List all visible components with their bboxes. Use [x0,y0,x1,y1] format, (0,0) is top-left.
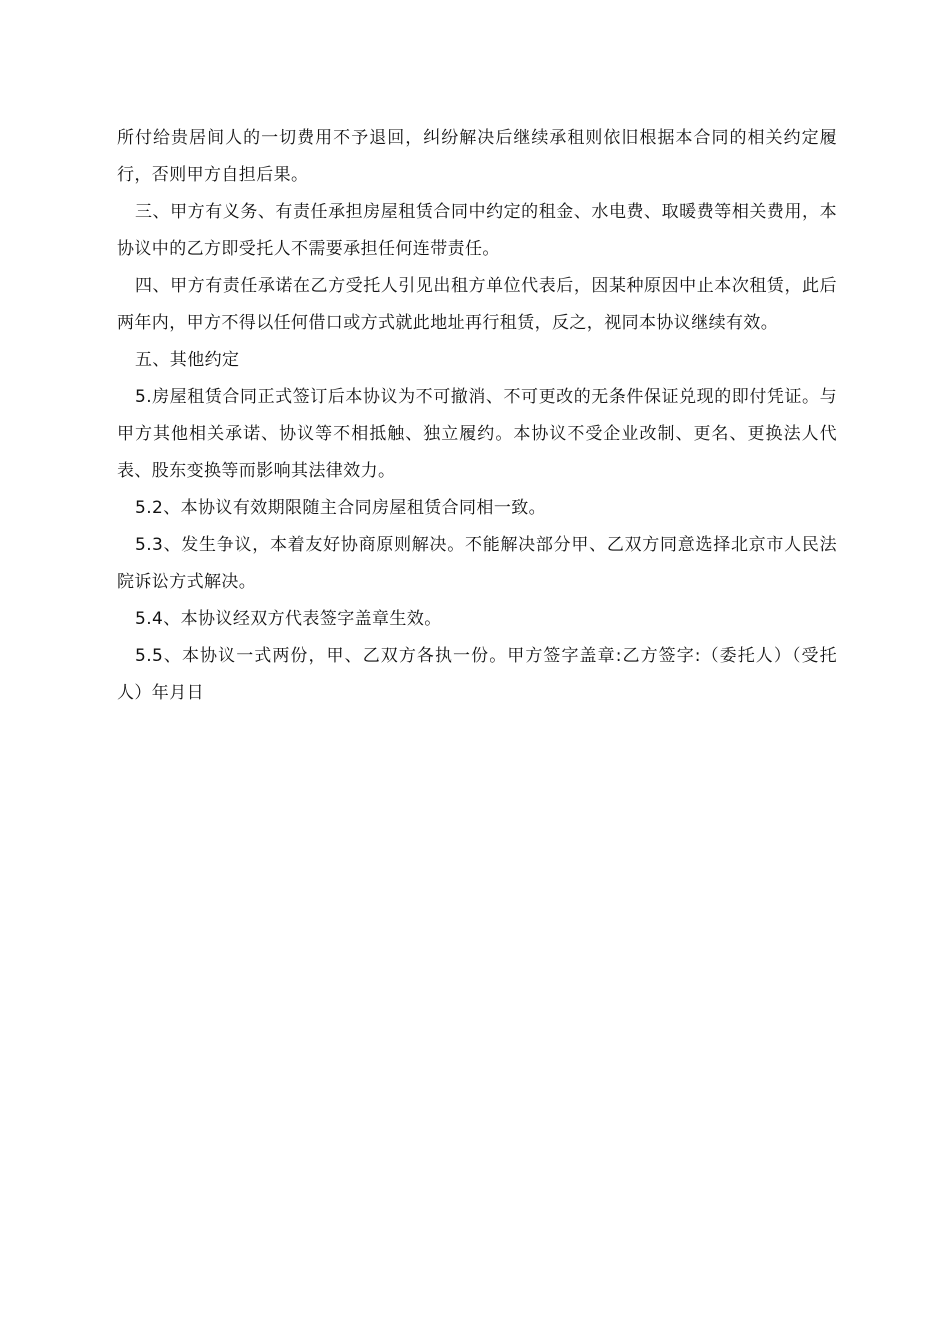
document-body [117,120,837,712]
paragraph-clause-5-3: 5.3、发生争议，本着友好协商原则解决。不能解决部分甲、乙双方同意选择北京市人民法院诉讼方式解决。 [117,535,837,592]
paragraph-clause-5-4: 5.4、本协议经双方代表签字盖章生效。 [135,609,442,629]
section-heading-other-terms: 五、其他约定 [135,350,240,370]
paragraph-clause-5-1: 5.房屋租赁合同正式签订后本协议为不可撤消、不可更改的无条件保证兑现的即付凭证。与甲方其他相关承诺、协议等不相抵触、独立履约。本协议不受企业改制、更名、更换法人代表、股东变换等而影响其法律效力。 [117,387,837,481]
paragraph-clause-4: 四、甲方有责任承诺在乙方受托人引见出租方单位代表后，因某种原因中止本次租赁，此后两年内，甲方不得以任何借口或方式就此地址再行租赁，反之，视同本协议继续有效。 [117,276,837,333]
paragraph-clause-5-2: 5.2、本协议有效期限随主合同房屋租赁合同相一致。 [135,498,547,518]
paragraph-clause-5-5-signatures: 5.5、本协议一式两份，甲、乙双方各执一份。甲方签字盖章:乙方签字:（委托人）（受托人）年月日 [117,646,837,703]
paragraph-clause-3: 三、甲方有义务、有责任承担房屋租赁合同中约定的租金、水电费、取暖费等相关费用，本协议中的乙方即受托人不需要承担任何连带责任。 [117,202,837,259]
paragraph-fee-refund: 所付给贵居间人的一切费用不予退回，纠纷解决后继续承租则依旧根据本合同的相关约定履行，否则甲方自担后果。 [117,128,837,185]
